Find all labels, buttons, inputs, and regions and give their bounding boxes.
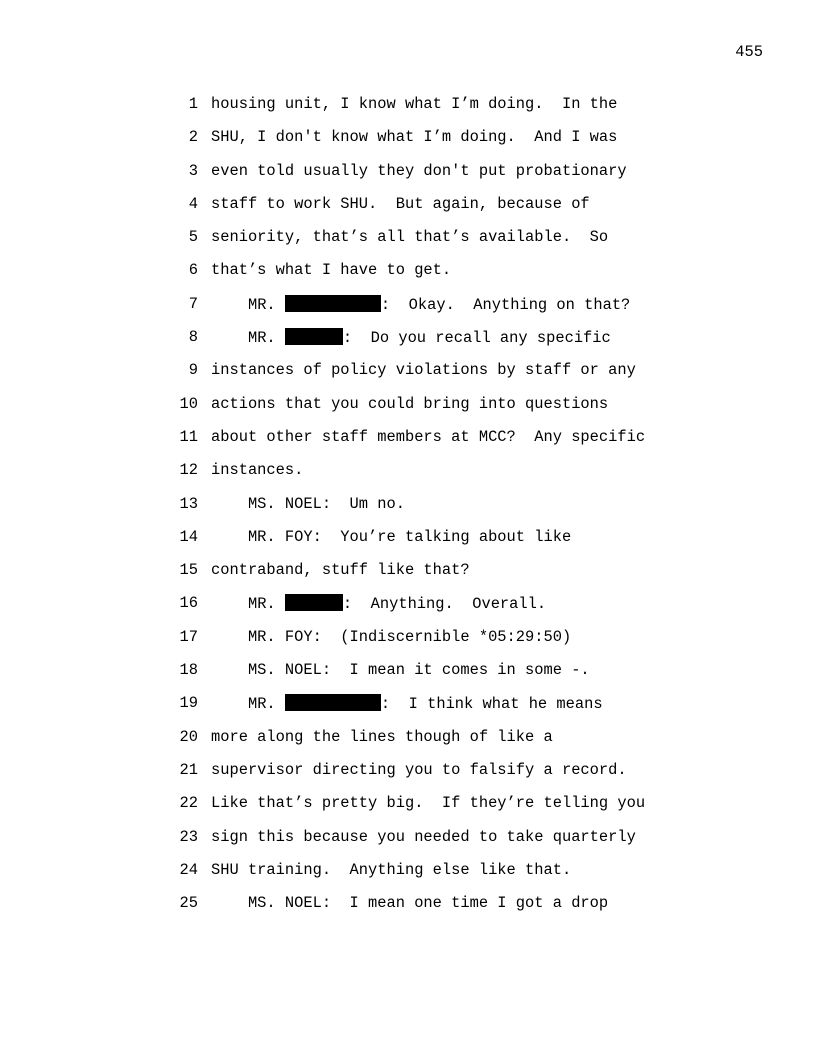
line-text: instances. [211,461,304,480]
line-text: sign this because you needed to take quarterly [211,827,636,846]
transcript-line [0,594,816,627]
line-text: seniority, that’s all that’s available. So [211,228,609,247]
transcript-line [0,361,816,394]
transcript-line [0,528,816,561]
transcript-line [0,295,816,328]
page-number: 455 [735,43,763,61]
line-indent [211,329,248,347]
line-number: 18 [179,661,198,680]
line-indent [211,296,248,314]
speech-text: : Okay. Anything on that? [380,295,631,314]
transcript-line [0,95,816,128]
line-text: more along the lines though of like a [211,727,553,746]
line-indent [211,695,248,713]
transcript-line [0,228,816,261]
speech-text: : I think what he means [380,695,603,714]
line-indent [211,595,248,613]
line-text: SHU training. Anything else like that. [211,860,572,879]
line-text [211,295,630,314]
line-number: 10 [179,394,198,413]
transcript-line [0,128,816,161]
redaction-box [285,694,381,711]
transcript-line [0,828,816,861]
speaker-prefix: MR. [247,595,276,614]
transcript-lines [0,95,816,927]
transcript-line [0,761,816,794]
line-number: 20 [179,727,198,746]
line-number: 5 [188,228,198,247]
line-text: MS. NOEL: Um no. [211,494,405,513]
line-number: 1 [188,95,198,113]
transcript-line [0,628,816,661]
transcript-line [0,694,816,727]
transcript-line [0,428,816,461]
speaker-prefix: MR. [247,329,276,348]
line-number: 21 [179,760,198,779]
line-number: 2 [188,128,198,147]
line-text: MS. NOEL: I mean it comes in some -. [211,661,590,680]
line-number: 9 [188,361,198,380]
line-number: 8 [188,328,198,347]
line-text: SHU, I don't know what I’m doing. And I was [211,128,618,147]
line-number: 23 [179,827,198,846]
speaker-prefix: MR. [247,295,276,314]
line-number: 14 [179,527,198,546]
transcript-line [0,861,816,894]
speaker-prefix: MR. [247,695,276,714]
transcript-line [0,894,816,927]
speech-text: : Do you recall any specific [342,329,611,348]
line-text [211,694,603,713]
transcript-line [0,261,816,294]
transcript-line [0,661,816,694]
line-number: 15 [179,561,198,580]
transcript-line [0,728,816,761]
line-number: 17 [179,627,198,646]
line-text: staff to work SHU. But again, because of [211,194,590,213]
redaction-box [285,295,381,312]
line-number: 16 [179,594,198,613]
line-number: 3 [188,161,198,180]
line-number: 19 [179,694,198,713]
transcript-line [0,794,816,827]
line-text: supervisor directing you to falsify a record. [211,760,627,779]
line-number: 24 [179,860,198,879]
transcript-line [0,195,816,228]
line-text: actions that you could bring into questions [211,394,609,413]
line-number: 4 [188,194,198,213]
line-text: MR. FOY: (Indiscernible *05:29:50) [211,627,572,646]
line-text: MR. FOY: You’re talking about like [211,527,572,546]
line-text: MS. NOEL: I mean one time I got a drop [211,894,609,913]
line-number: 7 [188,294,198,313]
transcript-line [0,162,816,195]
line-number: 13 [179,494,198,513]
redaction-box [285,594,343,611]
line-text: housing unit, I know what I’m doing. In the [211,95,618,113]
line-text: even told usually they don't put probationary [211,161,627,180]
line-text: that’s what I have to get. [211,261,452,280]
line-text: Like that’s pretty big. If they’re telling you [211,794,646,813]
line-text [211,594,546,613]
line-text: about other staff members at MCC? Any specific [211,427,646,446]
line-number: 11 [179,427,198,446]
line-number: 22 [179,794,198,813]
line-text [211,328,611,347]
line-number: 12 [179,461,198,480]
speech-text: : Anything. Overall. [342,595,547,614]
transcript-line [0,328,816,361]
line-number: 6 [188,261,198,280]
line-text: instances of policy violations by staff or any [211,361,636,380]
transcript-line [0,561,816,594]
transcript-line [0,395,816,428]
transcript-line [0,495,816,528]
transcript-line [0,461,816,494]
line-number: 25 [179,894,198,913]
line-text: contraband, stuff like that? [211,561,470,580]
redaction-box [285,328,343,345]
